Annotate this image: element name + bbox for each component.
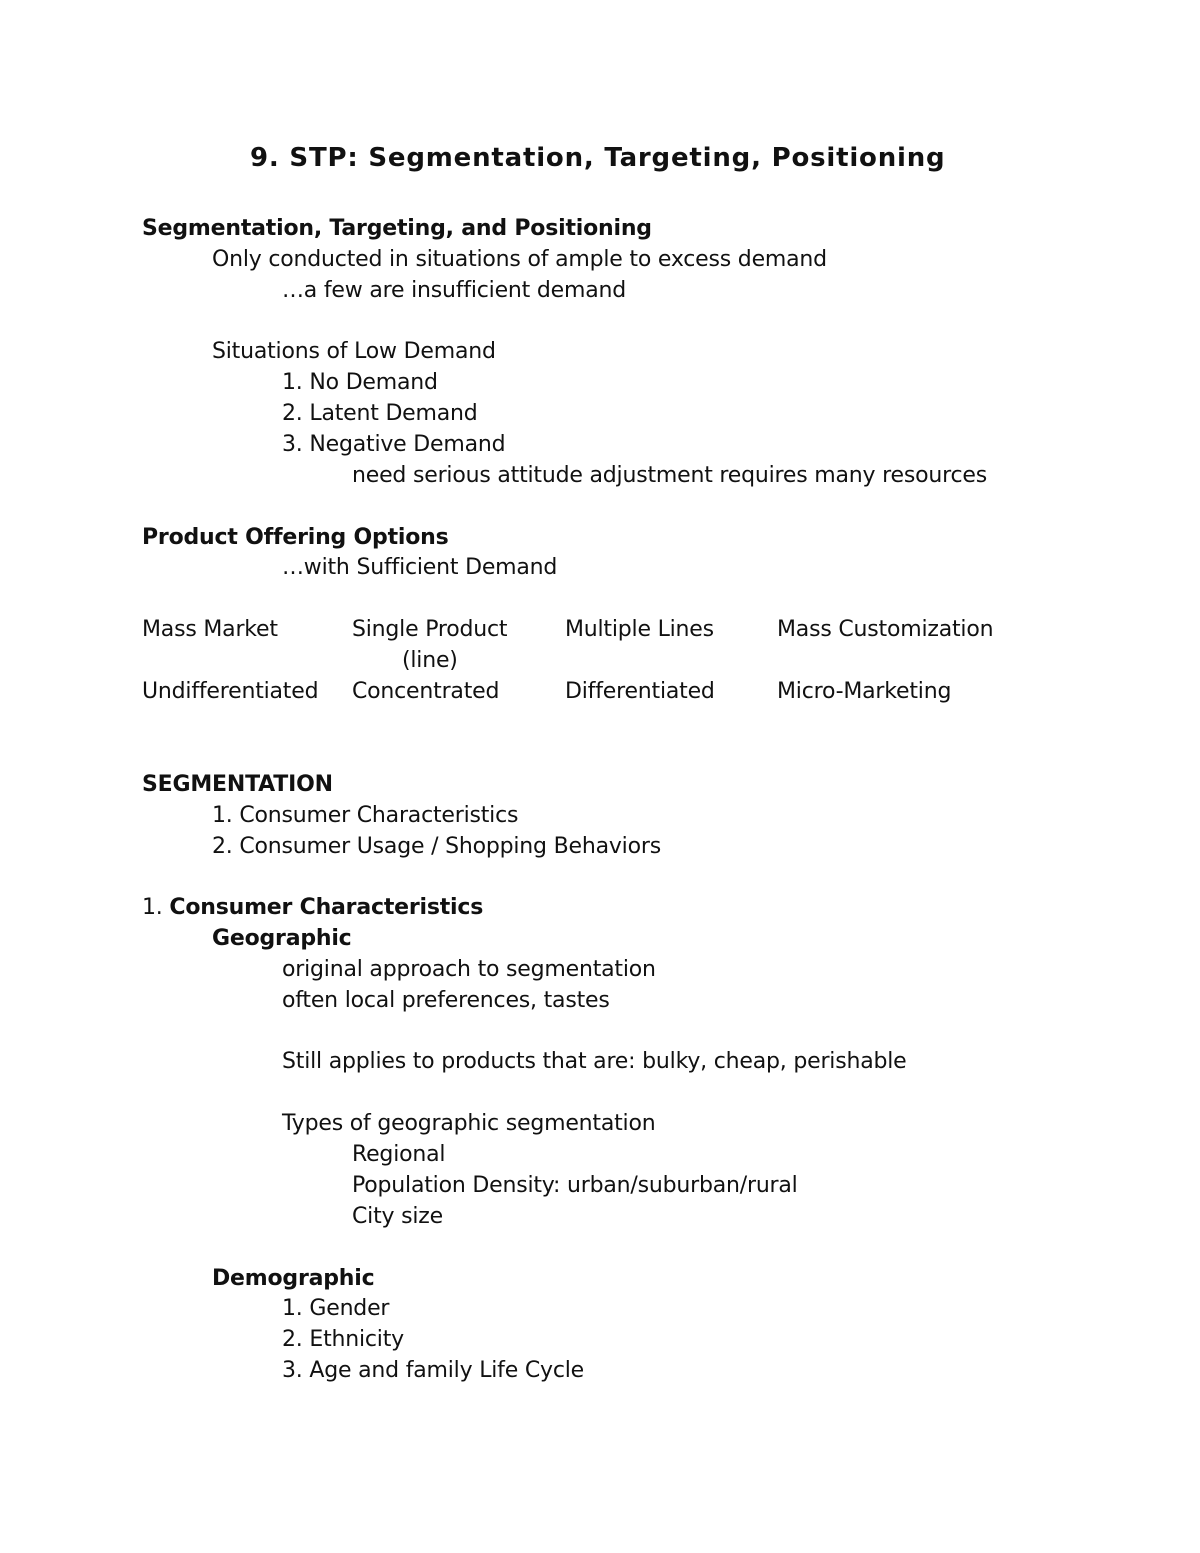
list-item: Regional — [352, 1142, 446, 1167]
note-line: need serious attitude adjustment requires many resources — [352, 463, 987, 488]
table-cell: Multiple Lines — [565, 617, 714, 642]
table-cell: Mass Market — [142, 617, 278, 642]
table-cell: Differentiated — [565, 679, 715, 704]
list-item: 1. No Demand — [282, 370, 438, 395]
heading-number: 1. — [142, 895, 170, 920]
heading-text: Consumer Characteristics — [169, 895, 484, 920]
section-heading-stp: Segmentation, Targeting, and Positioning — [142, 216, 652, 241]
text-line: original approach to segmentation — [282, 957, 656, 982]
text-line: often local preferences, tastes — [282, 988, 610, 1013]
text-line: Still applies to products that are: bulky, cheap, perishable — [282, 1049, 907, 1074]
subheading-low-demand: Situations of Low Demand — [212, 339, 496, 364]
table-cell: Mass Customization — [777, 617, 994, 642]
page-title: 9. STP: Segmentation, Targeting, Positioning — [250, 143, 946, 173]
section-heading-segmentation: SEGMENTATION — [142, 772, 333, 797]
section-heading-product-offering: Product Offering Options — [142, 525, 449, 550]
list-item: 1. Gender — [282, 1296, 390, 1321]
list-item: 3. Age and family Life Cycle — [282, 1358, 584, 1383]
table-cell: Concentrated — [352, 679, 500, 704]
text-line: …with Sufficient Demand — [282, 555, 558, 580]
text-line: …a few are insufficient demand — [282, 278, 627, 303]
list-item: 1. Consumer Characteristics — [212, 803, 519, 828]
list-item: Population Density: urban/suburban/rural — [352, 1173, 798, 1198]
text-line: Only conducted in situations of ample to excess demand — [212, 247, 827, 272]
list-item: City size — [352, 1204, 443, 1229]
table-cell: Micro-Marketing — [777, 679, 952, 704]
table-cell: Single Product — [352, 617, 508, 642]
subheading-geographic: Geographic — [212, 926, 352, 951]
list-item: 3. Negative Demand — [282, 432, 506, 457]
list-item: 2. Latent Demand — [282, 401, 478, 426]
table-cell: (line) — [402, 648, 458, 673]
section-heading-consumer-characteristics — [142, 894, 483, 922]
list-item: 2. Ethnicity — [282, 1327, 404, 1352]
list-item: 2. Consumer Usage / Shopping Behaviors — [212, 834, 661, 859]
subheading-types: Types of geographic segmentation — [282, 1111, 656, 1136]
subheading-demographic: Demographic — [212, 1266, 375, 1291]
table-cell: Undifferentiated — [142, 679, 319, 704]
